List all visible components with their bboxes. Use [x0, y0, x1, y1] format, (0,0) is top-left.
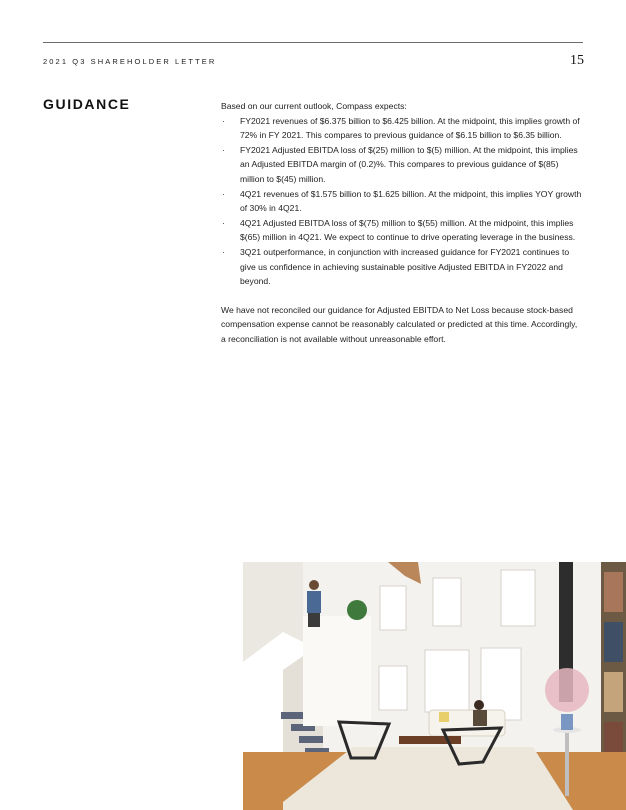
window	[379, 666, 407, 710]
guidance-bullet	[221, 143, 583, 187]
books	[604, 672, 623, 712]
stair-step	[281, 712, 305, 719]
guidance-bullet	[221, 216, 583, 245]
french-door	[425, 650, 469, 712]
bullet-text: 4Q21 revenues of $1.575 billion to $1.625 billion. At the midpoint, this implies YOY growth of 30% in 4Q21.	[240, 188, 582, 214]
flowers	[545, 668, 589, 712]
interior-photo	[243, 562, 626, 810]
bullet-text: 3Q21 outperformance, in conjunction with increased guidance for FY2021 continues to give us confidence in achieving sustainable positive Adjusted EBITDA in FY2022 and beyond.	[240, 246, 570, 287]
window	[501, 570, 535, 626]
section-title: GUIDANCE	[43, 96, 131, 112]
guidance-bullet-list	[221, 114, 583, 289]
stair-step	[299, 736, 323, 743]
bullet-icon: ·	[222, 115, 225, 126]
bullet-icon: ·	[222, 217, 225, 228]
books	[604, 572, 623, 612]
guidance-body	[221, 99, 583, 347]
person-head	[474, 700, 484, 710]
person-standing	[307, 591, 321, 613]
interior-photo-illustration	[243, 562, 626, 810]
guidance-bullet	[221, 114, 583, 143]
document-header-title: 2021 Q3 SHAREHOLDER LETTER	[43, 57, 217, 66]
reconciliation-note: We have not reconciled our guidance for Adjusted EBITDA to Net Loss because stock-based compensation expense cannot be reasonably calculated or predicted at this time. Accordingly, a reconciliation is not available without unreasonable effort.	[221, 304, 578, 344]
window	[481, 648, 521, 720]
bullet-icon: ·	[222, 144, 225, 155]
page-number: 15	[570, 53, 584, 68]
bullet-text: FY2021 Adjusted EBITDA loss of $(25) million to $(5) million. At the midpoint, this implies an Adjusted EBITDA margin of (0.2)%. This compares to previous guidance of $(85) million to $(45) million.	[240, 144, 578, 184]
bullet-icon: ·	[222, 246, 225, 257]
person-head	[309, 580, 319, 590]
window	[380, 586, 406, 630]
guidance-intro: Based on our current outlook, Compass expects:	[221, 101, 407, 111]
coffee-table	[399, 736, 461, 744]
books	[604, 622, 623, 662]
plant	[347, 600, 367, 620]
bullet-text: 4Q21 Adjusted EBITDA loss of $(75) million to $(55) million. At the midpoint, this implies $(65) million in 4Q21. We expect to continue to drive operating leverage in the business.	[240, 217, 576, 243]
window	[433, 578, 461, 626]
guidance-bullet	[221, 245, 583, 289]
landing-wall	[303, 616, 371, 726]
bullet-text: FY2021 revenues of $6.375 billion to $6.425 billion. At the midpoint, this implies growth of 72% in FY 2021. This compares to previous guidance of $6.15 billion to $6.35 billion.	[240, 115, 580, 141]
person-seated	[473, 710, 487, 726]
guidance-bullet	[221, 187, 583, 216]
cushion	[439, 712, 449, 722]
person-legs	[308, 613, 320, 627]
side-table	[565, 730, 569, 796]
bullet-icon: ·	[222, 188, 225, 199]
header-rule	[43, 42, 583, 43]
vase	[561, 714, 573, 730]
